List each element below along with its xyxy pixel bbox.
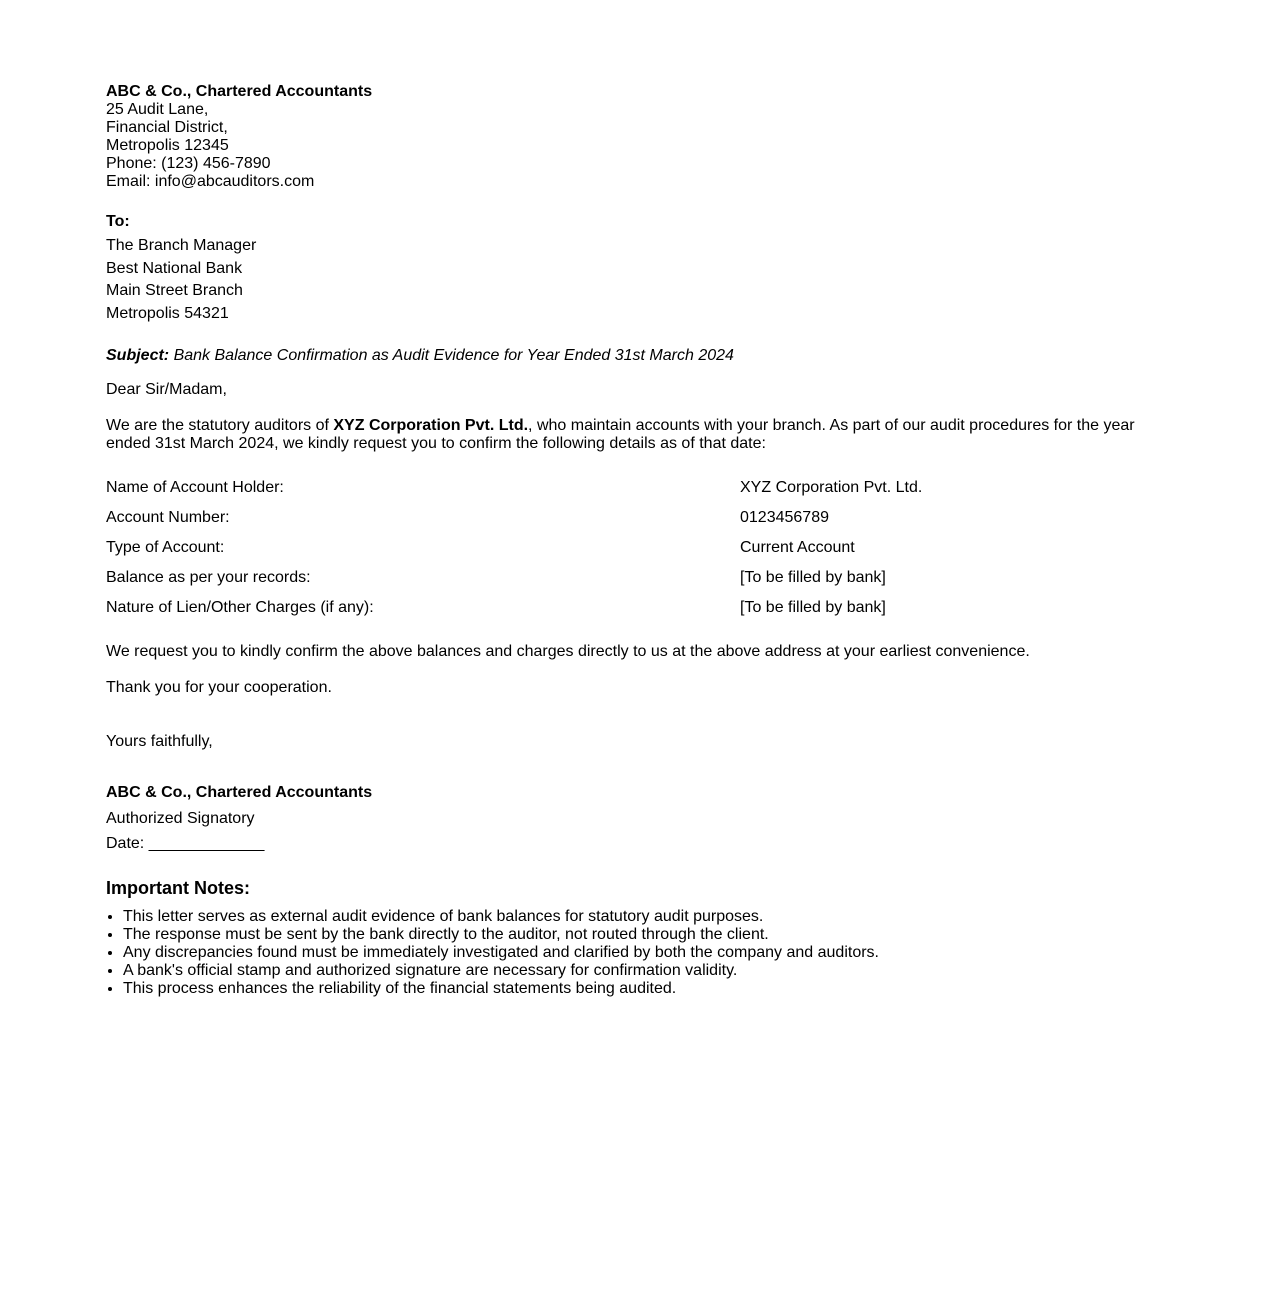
recipient-line: Main Street Branch (106, 282, 243, 299)
detail-label: Type of Account: (106, 539, 225, 556)
greeting: Dear Sir/Madam, (106, 381, 227, 398)
detail-value: XYZ Corporation Pvt. Ltd. (740, 479, 923, 496)
sender-address-line: 25 Audit Lane, (106, 101, 209, 118)
detail-row (106, 569, 1146, 599)
recipient-line: The Branch Manager (106, 237, 257, 254)
list-item: • Any discrepancies found must be immediately investigated and clarified by both the company and auditors. (123, 944, 1146, 962)
detail-value: [To be filled by bank] (740, 599, 886, 616)
sender-block (106, 83, 1146, 191)
recipient-label: To: (106, 213, 130, 230)
request-paragraph: We request you to kindly confirm the above balances and charges directly to us at the above address at your earliest convenience. (106, 643, 1030, 660)
subject-label: Subject: (106, 347, 170, 364)
sender-address-line: Financial District, (106, 119, 228, 136)
recipient-line: Metropolis 54321 (106, 304, 229, 322)
intro-paragraph (106, 417, 1146, 453)
detail-value: 0123456789 (740, 509, 829, 526)
recipient-block (106, 235, 1146, 325)
list-item: • This process enhances the reliability of the financial statements being audited. (123, 980, 1146, 998)
subject-line (106, 347, 1146, 365)
detail-label: Nature of Lien/Other Charges (if any): (106, 599, 374, 616)
closing-salutation: Yours faithfully, (106, 733, 213, 750)
detail-row (106, 509, 1146, 539)
signature-firm-name: ABC & Co., Chartered Accountants (106, 784, 373, 801)
signature-date: Date: _____________ (106, 835, 265, 852)
detail-value: Current Account (740, 539, 855, 556)
detail-label: Balance as per your records: (106, 569, 311, 586)
notes-heading: Important Notes: (106, 878, 250, 898)
sender-phone: Phone: (123) 456-7890 (106, 155, 271, 172)
detail-row (106, 539, 1146, 569)
sender-firm-name: ABC & Co., Chartered Accountants (106, 83, 373, 100)
client-company-name: XYZ Corporation Pvt. Ltd. (333, 417, 529, 434)
detail-label: Name of Account Holder: (106, 479, 284, 496)
recipient-line: Best National Bank (106, 259, 243, 277)
notes-list (106, 908, 1146, 998)
detail-label: Account Number: (106, 509, 230, 526)
letter (106, 83, 1146, 998)
account-details-table (106, 479, 1146, 629)
list-item: • The response must be sent by the bank directly to the auditor, not routed through the client. (123, 926, 1146, 944)
thanks-paragraph: Thank you for your cooperation. (106, 679, 332, 696)
sender-email: Email: info@abcauditors.com (106, 173, 315, 190)
list-item: • A bank's official stamp and authorized signature are necessary for confirmation validity. (123, 962, 1146, 980)
detail-row (106, 479, 1146, 509)
subject-text: Bank Balance Confirmation as Audit Evidence for Year Ended 31st March 2024 (173, 347, 734, 364)
signature-role: Authorized Signatory (106, 810, 255, 827)
detail-row (106, 599, 1146, 629)
list-item: • This letter serves as external audit evidence of bank balances for statutory audit purposes. (123, 908, 1146, 926)
intro-text-start: We are the statutory auditors of (106, 417, 334, 434)
detail-value: [To be filled by bank] (740, 569, 886, 586)
sender-address-line: Metropolis 12345 (106, 137, 229, 154)
intro-text-end: , who maintain accounts with your branch. As part of our audit procedures for the year ended 31st March 2024, we kindly request you to confirm the following details as of that date: (106, 417, 1135, 452)
